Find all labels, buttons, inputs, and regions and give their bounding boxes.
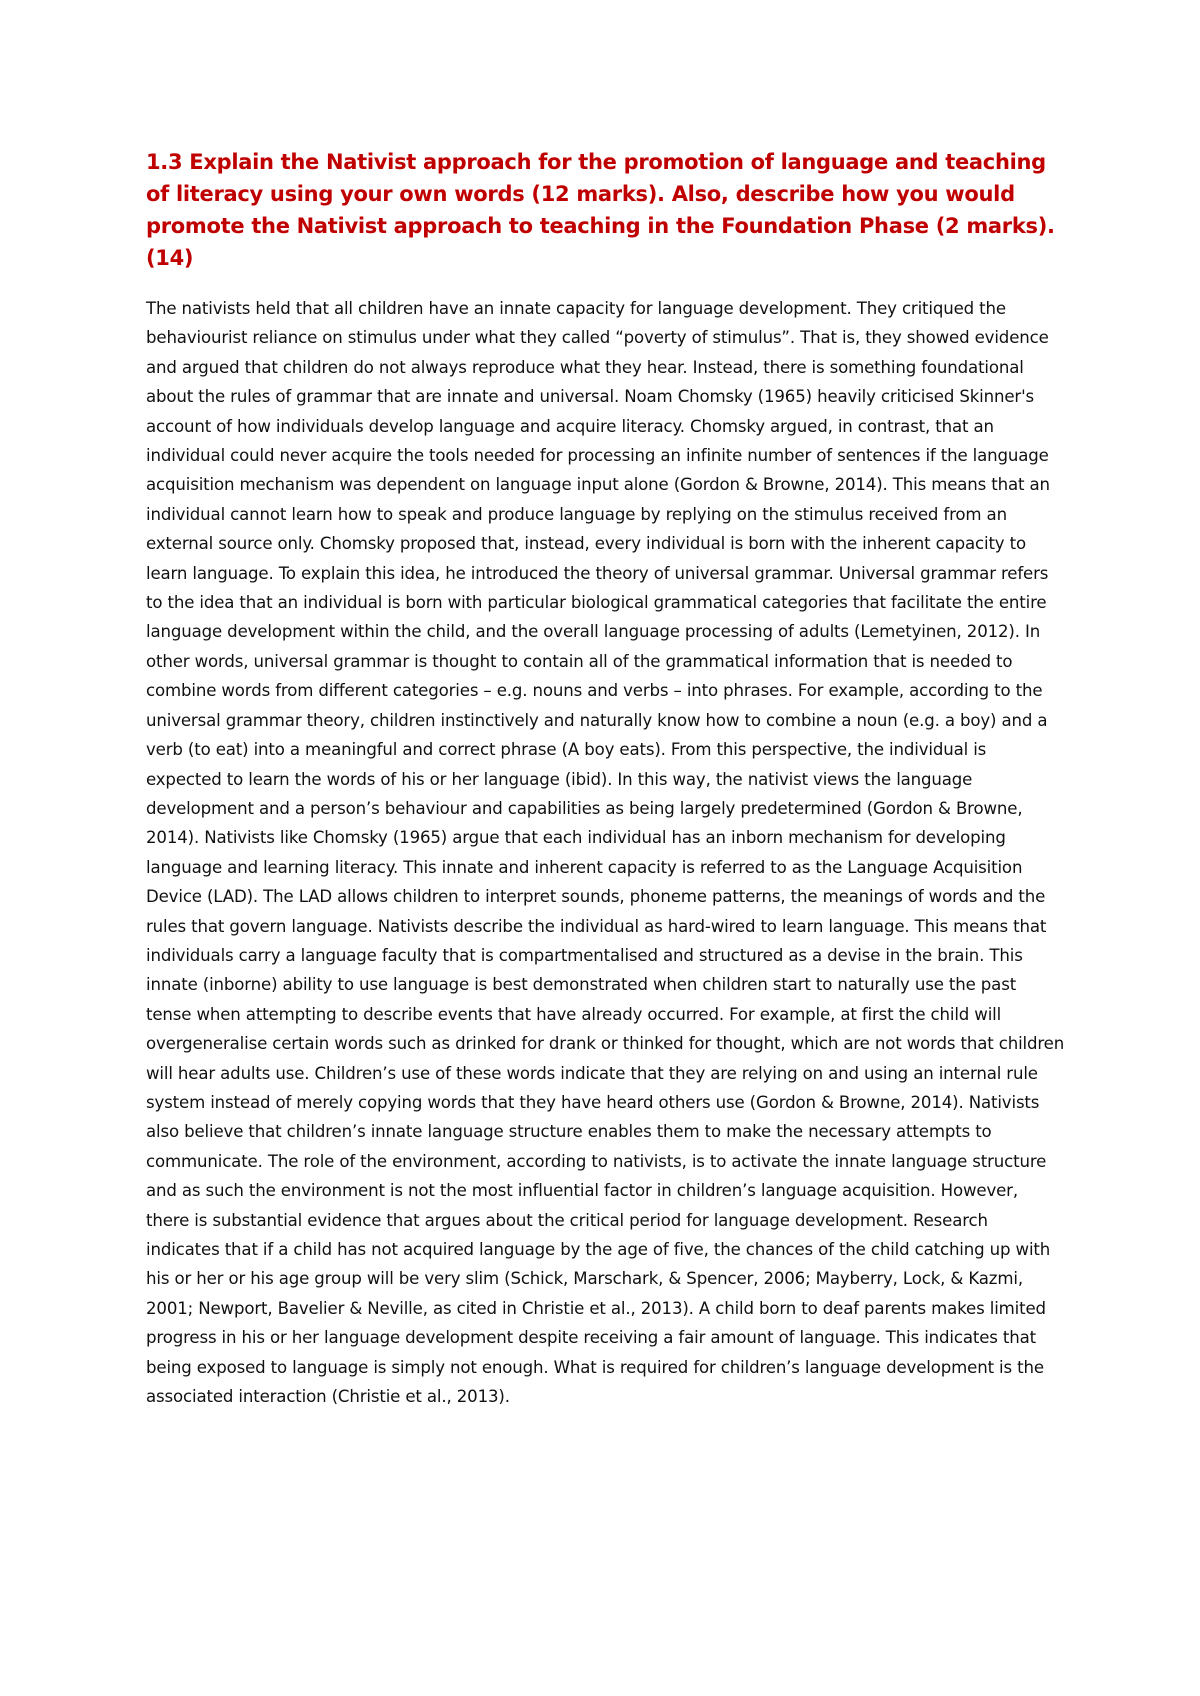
answer-paragraph: The nativists held that all children have an innate capacity for language development. They critiqued the behaviourist reliance on stimulus under what they called “poverty of stimulus”. That is, they showed evidence and argued that children do not always reproduce what they hear. Instead, there is something foundational about the rules of grammar that are innate and universal. Noam Chomsky (1965) heavily criticised Skinner's account of how individuals develop language and acquire literacy. Chomsky argued, in contrast, that an individual could never acquire the tools needed for processing an infinite number of sentences if the language acquisition mechanism was dependent on language input alone (Gordon & Browne, 2014). This means that an individual cannot learn how to speak and produce language by replying on the stimulus received from an external source only. Chomsky proposed that, instead, every individual is born with the inherent capacity to learn language. To explain this idea, he introduced the theory of universal grammar. Universal grammar refers to the idea that an individual is born with particular biological grammatical categories that facilitate the entire language development within the child, and the overall language processing of adults (Lemetyinen, 2012). In other words, universal grammar is thought to contain all of the grammatical information that is needed to combine words from different categories – e.g. nouns and verbs – into phrases. For example, according to the universal grammar theory, children instinctively and naturally know how to combine a noun (e.g. a boy) and a verb (to eat) into a meaningful and correct phrase (A boy eats). From this perspective, the individual is expected to learn the words of his or her language (ibid). In this way, the nativist views the language development and a person’s behaviour and capabilities as being largely predetermined (Gordon & Browne, 2014). Nativists like Chomsky (1965) argue that each individual has an inborn mechanism for developing language and learning literacy. This innate and inherent capacity is referred to as the Language Acquisition Device (LAD). The LAD allows children to interpret sounds, phoneme patterns, the meanings of words and the rules that govern language. Nativists describe the individual as hard-wired to learn language. This means that individuals carry a language faculty that is compartmentalised and structured as a devise in the brain. This innate (inborne) ability to use language is best demonstrated when children start to naturally use the past tense when attempting to describe events that have already occurred. For example, at first the child will overgeneralise certain words such as drinked for drank or thinked for thought, which are not words that children will hear adults use. Children’s use of these words indicate that they are relying on and using an internal rule system instead of merely copying words that they have heard others use (Gordon & Browne, 2014). Nativists also believe that children’s innate language structure enables them to make the necessary attempts to communicate. The role of the environment, according to nativists, is to activate the innate language structure and as such the environment is not the most influential factor in children’s language acquisition. However, there is substantial evidence that argues about the critical period for language development. Research indicates that if a child has not acquired language by the age of five, the chances of the child catching up with his or her or his age group will be very slim (Schick, Marschark, & Spencer, 2006; Mayberry, Lock, & Kazmi, 2001; Newport, Bavelier & Neville, as cited in Christie et al., 2013). A child born to deaf parents makes limited progress in his or her language development despite receiving a fair amount of language. This indicates that being exposed to language is simply not enough. What is required for children’s language development is the associated interaction (Christie et al., 2013). bbox=[146, 299, 1065, 1407]
page-content bbox=[146, 146, 1066, 1411]
question-heading: 1.3 Explain the Nativist approach for the promotion of language and teaching of literacy using your own words (12 marks). Also, describe how you would promote the Nativist approach to teaching in the Foundation Phase (2 marks). (14) bbox=[146, 150, 1055, 270]
